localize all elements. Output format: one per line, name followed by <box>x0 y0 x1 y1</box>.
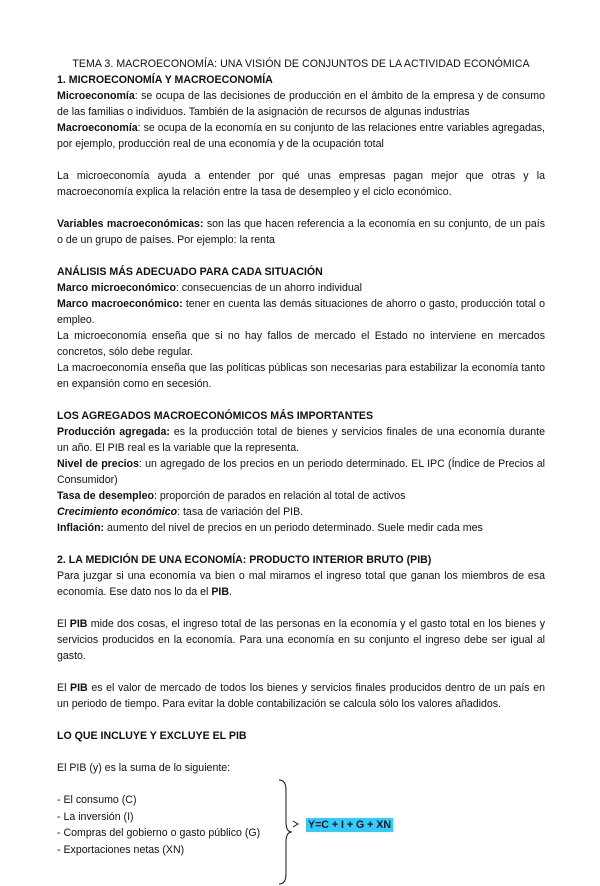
marco-macro: Marco macroeconómico: tener en cuenta las demás situaciones de ahorro o gasto, producción total o empleo. <box>57 298 545 326</box>
section2-heading: 2. LA MEDICIÓN DE UNA ECONOMÍA: PRODUCTO INTERIOR BRUTO (PIB) <box>57 554 432 566</box>
list-item: - Exportaciones netas (XN) <box>57 843 185 856</box>
pib-components-list <box>57 792 545 858</box>
list-item: - Compras del gobierno o gasto público (G) <box>57 827 261 839</box>
pib-formula: Y=C + I + G + XN <box>308 819 392 831</box>
aggregates-heading: LOS AGREGADOS MACROECONÓMICOS MÁS IMPORTANTES <box>57 410 374 422</box>
vars-term: Variables macroeconómicas: <box>57 218 204 230</box>
paragraph: La microeconomía ayuda a entender por qué unas empresas pagan mejor que otras y la macroeconomía explica la relación entre la tasa de desempleo y el ciclo económico. <box>57 170 545 198</box>
macro-term: Macroeconomía <box>57 122 138 134</box>
produccion-agregada: Producción agregada: es la producción total de bienes y servicios finales de una economía durante un año. El PIB real es la variable que la representa. <box>57 426 545 454</box>
crecimiento-economico: Crecimiento económico: tasa de variación del PIB. <box>57 506 304 518</box>
analysis-heading: ANÁLISIS MÁS ADECUADO PARA CADA SITUACIÓN <box>57 266 323 278</box>
microeconomia-definition: Microeconomía: se ocupa de las decisiones de producción en el ámbito de la empresa y de consumo de las familias o individuos. También de la asignación de recursos de algunas industrias <box>57 90 545 118</box>
nivel-precios: Nivel de precios: un agregado de los precios en un periodo determinado. EL IPC (Índice de Precios al Consumidor) <box>57 458 545 486</box>
document-page <box>57 56 545 858</box>
list-item: - La inversión (I) <box>57 810 134 823</box>
inflacion: Inflación: aumento del nivel de precios en un periodo determinado. Suele medir cada mes <box>57 522 483 534</box>
paragraph: El PIB mide dos cosas, el ingreso total de las personas en la economía y el gasto total en los bienes y servicios producidos en la economía. Para una economía en su conjunto el ingreso debe ser igual al gasto. <box>57 618 545 662</box>
arrow-right-icon <box>292 819 304 829</box>
list-item: - El consumo (C) <box>57 794 137 806</box>
variables-definition: Variables macroeconómicas: son las que hacen referencia a la economía en su conjunto, de un país o de un grupo de países. Por ejemplo: la renta <box>57 218 545 246</box>
paragraph: La microeconomía enseña que si no hay fallos de mercado el Estado no interviene en mercados concretos, sólo debe regular. <box>57 330 545 358</box>
paragraph: La macroeconomía enseña que las políticas públicas son necesarias para estabilizar la economía tanto en expansión como en secesión. <box>57 362 545 390</box>
document-title: TEMA 3. MACROECONOMÍA: UNA VISIÓN DE CONJUNTOS DE LA ACTIVIDAD ECONÓMICA <box>72 58 530 70</box>
paragraph: Para juzgar si una economía va bien o mal miramos el ingreso total que ganan los miembros de esa economía. Ese dato nos lo da el PIB. <box>57 570 545 598</box>
tasa-desempleo: Tasa de desempleo: proporción de parados en relación al total de activos <box>57 490 406 502</box>
includes-intro: El PIB (y) es la suma de lo siguiente: <box>57 762 231 774</box>
includes-heading: LO QUE INCLUYE Y EXCLUYE EL PIB <box>57 730 247 742</box>
micro-term: Microeconomía <box>57 90 135 102</box>
section1-heading: 1. MICROECONOMÍA Y MACROECONOMÍA <box>57 74 273 86</box>
marco-micro: Marco microeconómico: consecuencias de un ahorro individual <box>57 282 363 294</box>
paragraph: El PIB es el valor de mercado de todos los bienes y servicios finales producidos dentro de un país en un periodo de tiempo. Para evitar la doble contabilización se calcula sólo los valores añadidos. <box>57 682 545 710</box>
macroeconomia-definition: Macroeconomía: se ocupa de la economía en su conjunto de las relaciones entre variables agregadas, por ejemplo, producción real de una economía y de la ocupación total <box>57 122 545 150</box>
curly-brace-icon <box>277 778 293 886</box>
